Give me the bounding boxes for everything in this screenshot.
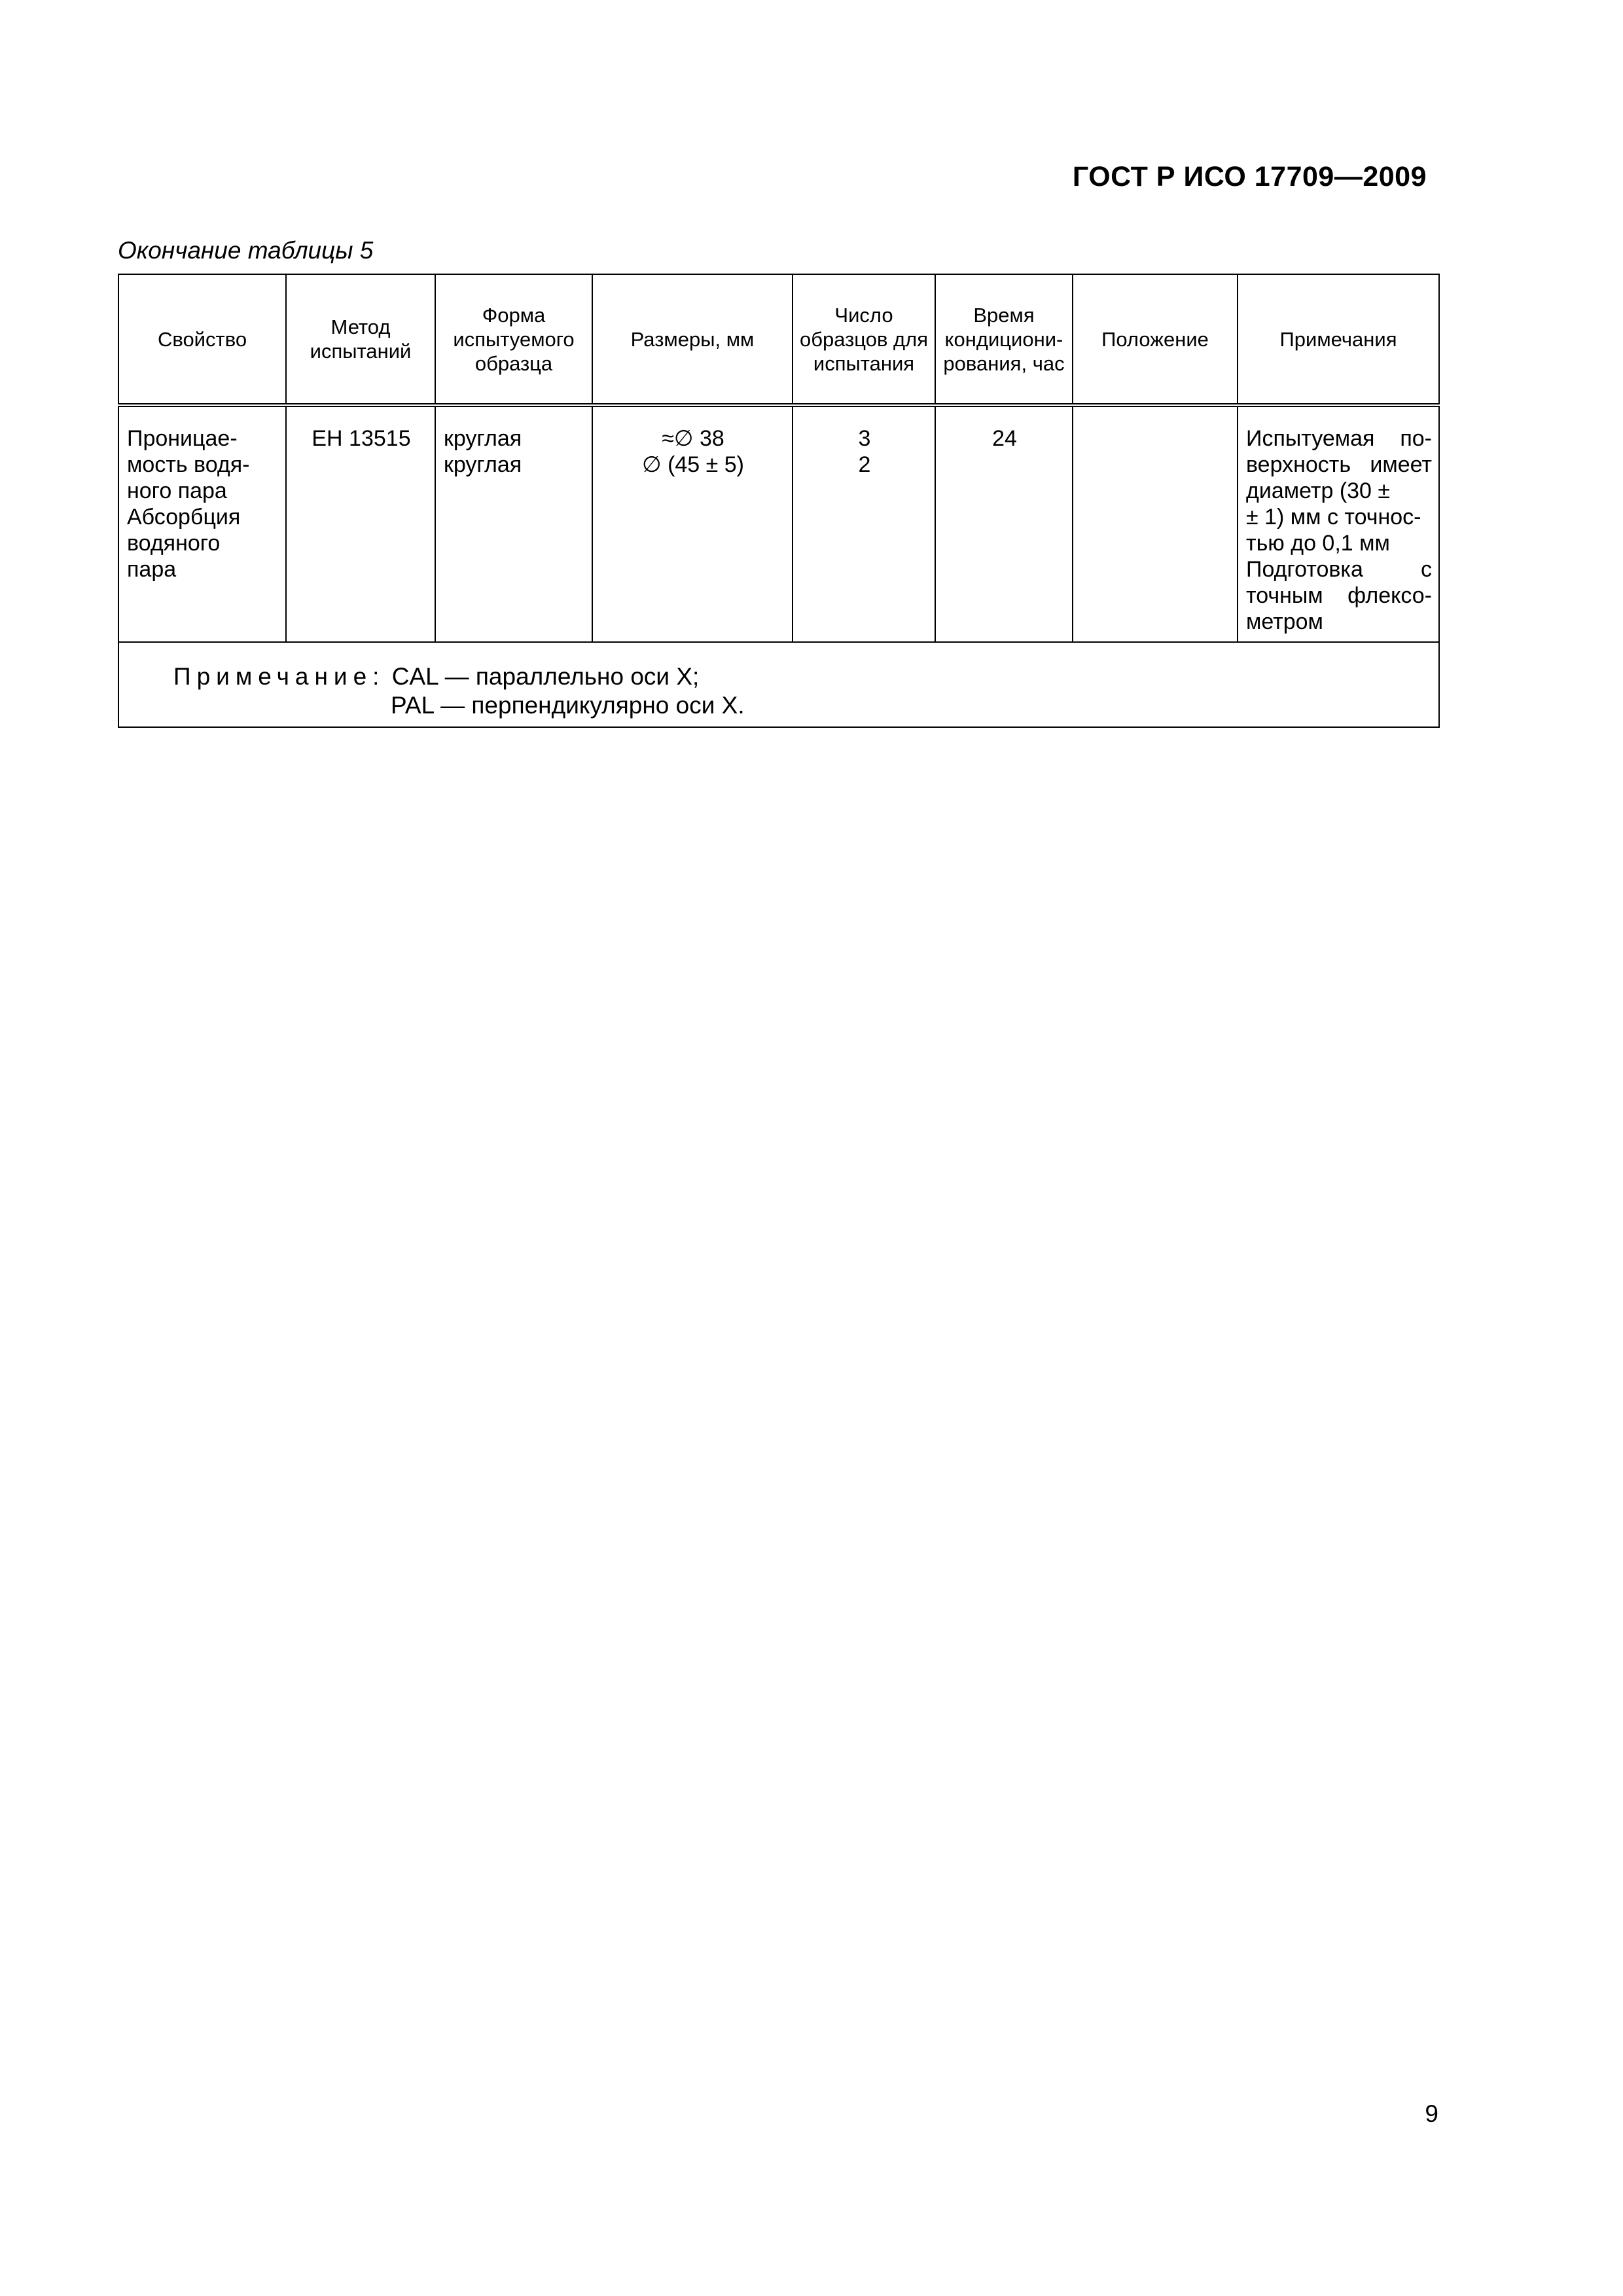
header-property: Свойство [118,274,286,405]
page-number: 9 [1425,2100,1438,2127]
header-method: Метод испытаний [286,274,435,405]
standard-designation: ГОСТ Р ИСО 17709—2009 [1072,161,1427,192]
cell-position [1073,405,1238,642]
cell-conditioning-time: 24 [935,405,1073,642]
table-caption: Окончание таблицы 5 [118,237,374,264]
note-text-2: PAL — перпендикулярно оси X. [391,692,745,719]
note-text-1: CAL — параллельно оси X; [391,663,700,690]
cell-method: ЕН 13515 [286,405,435,642]
cell-count: 3 2 [793,405,935,642]
specification-table [118,274,1440,728]
header-shape: Форма испытуемого образца [435,274,592,405]
note-label: Примечание: [173,663,385,690]
header-conditioning-time: Время кондициони- рования, час [935,274,1073,405]
table-note-row [118,642,1439,727]
header-count: Число образцов для испытания [793,274,935,405]
table-row [118,405,1439,642]
header-position: Положение [1073,274,1238,405]
header-dimensions: Размеры, мм [592,274,793,405]
cell-property: Проницае- мость водя- ного пара Абсорбция водяного пара [118,405,286,642]
header-remarks: Примечания [1238,274,1439,405]
cell-dimensions: ≈∅ 38 ∅ (45 ± 5) [592,405,793,642]
note-line-1 [173,662,1438,691]
cell-shape: круглая круглая [435,405,592,642]
table-header-row [118,274,1439,405]
cell-remarks: Испытуемая по- верхность имеет диаметр (30 ± ± 1) мм с точнос- тью до 0,1 мм Подготовка с точным флексо- метром [1238,405,1439,642]
table-note [118,642,1439,727]
